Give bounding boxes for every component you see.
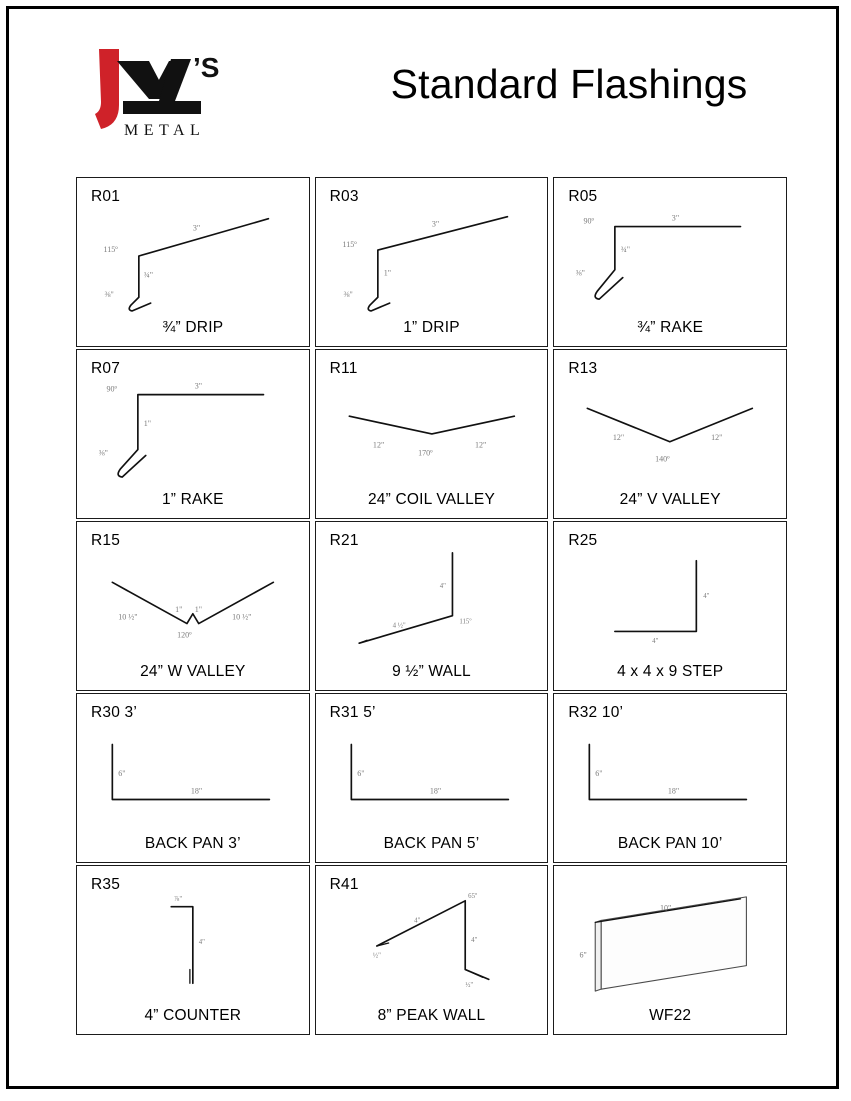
card-code: R01 bbox=[91, 188, 121, 205]
card-name: ¾” RAKE bbox=[637, 319, 704, 336]
dim-vertical: 4" bbox=[439, 583, 446, 591]
card-code: R30 3’ bbox=[91, 704, 138, 721]
flashing-card-r03[interactable] bbox=[315, 177, 549, 347]
flashing-card-r31[interactable] bbox=[315, 693, 549, 863]
card-code: R31 5’ bbox=[329, 704, 376, 721]
document-page bbox=[6, 6, 839, 1089]
dim-angle: 140º bbox=[655, 454, 670, 464]
dim-slope: 4" bbox=[413, 917, 421, 925]
card-code: R13 bbox=[568, 360, 598, 377]
flashing-card-r07[interactable] bbox=[76, 349, 310, 519]
card-name: 1” RAKE bbox=[161, 491, 224, 508]
dim-face: 1" bbox=[143, 419, 152, 429]
card-name: 8” PEAK WALL bbox=[377, 1007, 486, 1024]
dim-horizontal: 18" bbox=[190, 786, 203, 796]
card-code: R25 bbox=[568, 532, 598, 549]
card-name: BACK PAN 5’ bbox=[383, 835, 480, 852]
card-code: R21 bbox=[329, 532, 359, 549]
profile-drawing-r21 bbox=[316, 544, 548, 656]
profile-drawing-r30 bbox=[77, 716, 309, 828]
jax-metal-logo bbox=[75, 39, 255, 144]
card-code: R32 10’ bbox=[568, 704, 624, 721]
dim-angle: 65º bbox=[467, 892, 477, 900]
flashing-card-r05[interactable] bbox=[553, 177, 787, 347]
dim-angle: 120º bbox=[177, 630, 192, 640]
dim-height: 6" bbox=[579, 950, 588, 960]
dim-angle: 90º bbox=[106, 384, 117, 394]
dim-top: 3" bbox=[672, 213, 680, 223]
dim-horizontal: 18" bbox=[429, 786, 441, 796]
dim-vertical: 6" bbox=[356, 768, 365, 778]
profile-drawing-r07 bbox=[77, 372, 309, 484]
profile-drawing-r31 bbox=[316, 716, 548, 828]
dim-width: 10" bbox=[660, 903, 672, 913]
card-code: R03 bbox=[329, 188, 359, 205]
profile-drawing-r03 bbox=[316, 200, 548, 312]
svg-text:METAL: METAL bbox=[124, 122, 206, 139]
page-title: Standard Flashings bbox=[390, 61, 748, 107]
flashing-card-r35[interactable] bbox=[76, 865, 310, 1035]
dim-hem-right: ½" bbox=[464, 982, 473, 990]
profile-drawing-wf22 bbox=[554, 888, 786, 1000]
dim-left: 12" bbox=[372, 440, 384, 450]
card-code: R41 bbox=[329, 876, 359, 893]
dim-face: 1" bbox=[383, 268, 391, 278]
page-header bbox=[9, 9, 836, 159]
flashing-card-r30[interactable] bbox=[76, 693, 310, 863]
dim-right: 12" bbox=[711, 432, 723, 442]
card-name: WF22 bbox=[649, 1007, 692, 1024]
card-name: BACK PAN 10’ bbox=[617, 835, 723, 852]
dim-top: 3" bbox=[194, 381, 203, 391]
dim-angle: 90º bbox=[583, 216, 595, 226]
dim-angle: 115º bbox=[103, 245, 118, 255]
card-code: R15 bbox=[91, 532, 121, 549]
dim-hem: ⅜" bbox=[98, 448, 108, 458]
profile-drawing-r41 bbox=[316, 888, 548, 1000]
dim-right: 10 ½" bbox=[232, 612, 252, 622]
card-name: 24” COIL VALLEY bbox=[367, 491, 496, 508]
dim-left: 10 ½" bbox=[118, 612, 138, 622]
card-name: ¾” DRIP bbox=[162, 319, 224, 336]
card-code: R11 bbox=[329, 360, 358, 377]
flashing-card-wf22[interactable] bbox=[553, 865, 787, 1035]
profile-drawing-r05 bbox=[554, 200, 786, 312]
card-name: 4 x 4 x 9 STEP bbox=[617, 663, 724, 680]
svg-text:’S: ’S bbox=[193, 52, 220, 83]
card-name: BACK PAN 3’ bbox=[144, 835, 241, 852]
flashing-card-r41[interactable] bbox=[315, 865, 549, 1035]
dim-mid-left: 1" bbox=[175, 604, 183, 614]
profile-drawing-r32 bbox=[554, 716, 786, 828]
card-name: 1” DRIP bbox=[403, 319, 460, 336]
dim-vertical: 4" bbox=[198, 939, 205, 946]
flashing-card-r21[interactable] bbox=[315, 521, 549, 691]
profile-drawing-r15 bbox=[77, 544, 309, 656]
flashing-card-r15[interactable] bbox=[76, 521, 310, 691]
dim-left: 12" bbox=[613, 432, 625, 442]
card-code: R35 bbox=[91, 876, 121, 893]
profile-drawing-r11 bbox=[316, 372, 548, 484]
dim-horizontal: 18" bbox=[668, 786, 680, 796]
dim-top: 3" bbox=[431, 219, 439, 229]
profile-drawing-r25 bbox=[554, 544, 786, 656]
dim-mid-right: 1" bbox=[194, 604, 203, 614]
dim-hem: ⅜" bbox=[575, 268, 586, 278]
card-name: 24” V VALLEY bbox=[619, 491, 721, 508]
flashing-card-r01[interactable] bbox=[76, 177, 310, 347]
dim-face: ¾" bbox=[621, 245, 631, 255]
dim-angle: 115º bbox=[342, 240, 357, 250]
dim-horizontal: 4" bbox=[652, 638, 659, 646]
card-name: 4” COUNTER bbox=[144, 1007, 242, 1024]
dim-vertical: 6" bbox=[595, 768, 603, 778]
dim-angle: 115º bbox=[458, 618, 472, 626]
profile-drawing-r35 bbox=[77, 888, 309, 1000]
dim-vertical: 4" bbox=[703, 593, 710, 601]
dim-hem: ⅜" bbox=[104, 290, 114, 300]
dim-hem-left: ½" bbox=[372, 952, 381, 960]
card-name: 9 ½” WALL bbox=[392, 663, 471, 680]
dim-hem: ⅜" bbox=[343, 290, 353, 300]
card-name: 24” W VALLEY bbox=[140, 663, 246, 680]
flashing-card-r11[interactable] bbox=[315, 349, 549, 519]
profile-drawing-r13 bbox=[554, 372, 786, 484]
dim-diagonal: 4 ½" bbox=[392, 622, 406, 630]
dim-top: ⅞" bbox=[174, 895, 183, 903]
flashing-card-r32[interactable] bbox=[553, 693, 787, 863]
dim-right: 12" bbox=[474, 440, 486, 450]
dim-top: 3" bbox=[192, 223, 201, 233]
flashing-card-r13[interactable] bbox=[553, 349, 787, 519]
profile-drawing-r01 bbox=[77, 200, 309, 312]
dim-drop: 4" bbox=[470, 937, 477, 945]
card-code: R07 bbox=[91, 360, 121, 377]
dim-angle: 170º bbox=[417, 448, 433, 458]
flashing-card-r25[interactable] bbox=[553, 521, 787, 691]
dim-face: ¾" bbox=[143, 270, 154, 280]
dim-vertical: 6" bbox=[118, 768, 126, 778]
flashing-card-grid bbox=[76, 177, 787, 1035]
card-code: R05 bbox=[568, 188, 598, 205]
